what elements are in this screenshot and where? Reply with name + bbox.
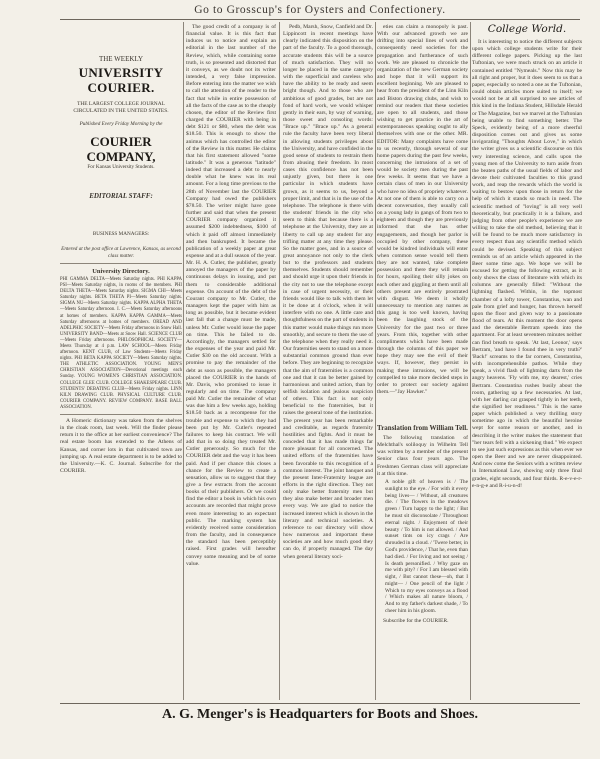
editorial-column-four xyxy=(377,22,468,700)
divider xyxy=(60,263,182,264)
column-rule xyxy=(183,22,184,700)
column-rule xyxy=(279,22,280,700)
college-world-column xyxy=(472,22,582,700)
translation-heading: Translation from William Tell. xyxy=(377,424,468,432)
masthead-published: Published Every Friday Morning by the xyxy=(79,120,163,127)
masthead-title: UNIVERSITY COURIER. xyxy=(78,64,164,95)
bottom-advertisement-banner: A. G. Menger's is Headquarters for Boots and Shoes. xyxy=(60,703,580,725)
translation-intro: The following translation of Melchthal's soliloquy in Wilhelm Tell was written by a member of the present Senior class four years ago. The Freshmen German class will appreciate it at this time. xyxy=(377,435,468,477)
column-one-tail: A Homeric dictionary was taken from the shelves in the cloak room, last week. Will the finder please return it to the office at her earliest convenience? The real estate boom has extended to the Athens of Kansas, and corner lots in that cultivated town are jumping up. A real estate department is to be added to the University.—K. C. Journal. Subscribe for the COURIER. xyxy=(60,418,182,475)
column-four-tail: Subscribe for the COURIER. xyxy=(383,617,449,624)
college-world-heading: College World. xyxy=(487,23,567,35)
column-two-text: The good credit of a company is of financial value. It is this fact that induces us to notice and explain an editorial in the last number of the Review, which, while containing some truth, is so presented and distorted that it conveys, as we doubt not its writer intended, a very false impression. Before entering into the matter we wish to call the attention of the reader to the fact that while in entire possession of all the facts of the case as to the cheaply chosen, the editor of the Review first charged the COURIER with being in debt $121 or $80, when the debt was $18.50. This is enough to show the animus which has controlled the editor of the Review in this matter. He claims that his first statement allowed "some latitude." It was a generous "latitude" indeed that increased a debt to nearly double what he knew was its real amount. For a long time previous to the 28th of November last the COURIER Company had owed the publishers $78.50. The writer might have gone further and said that when the present COURIER company organized it assumed $200 indebtedness, $100 of which it paid off almost immediately and then bankrupted. It became the publication of a weekly paper at great expense and at a dull season of the year. Mr. H. A. Cutler, the publisher, greatly annoyed the managers of the paper by continuous delays in issuing, and put them to considerable additional expense. On account of the debt of the Courant company to Mr. Cutler, the managers kept the paper with him as long as possible, but it became evident last fall that a change must be made, unless Mr. Cutler would issue the paper on time. This he failed to do. Accordingly, the managers settled for the expenses of the year and paid Mr. Cutler $30 on the old account. With a promise to pay the remainder of the debt as soon as possible, the managers placed the COURIER in the hands of Mr. Davis, who promised to issue it regularly and on time. The company paid Mr. Cutler the remainder of what was due him a few weeks ago, holding $18.50 back as a recompense for the trouble and expense to which they had been put by Mr. Cutler's repeated failures to keep his contract. We will add that in so doing they treated Mr. Cutler generously. So much for the COURIER debt and the way it has been paid. And if per chance this closes a chance for the Review to create a sensation, allow us to suggest that they give a few extracts from the account books of their publishers. Or we could find the editor a book in which his own accounts are recorded that might prove even more interesting to an expectant public. The marking system has evidently received some consideration from the faculty, and in consequence the standard has been perceptibly raised. First grades will hereafter convey some meaning and be of some value. xyxy=(186,24,276,567)
top-advertisement-banner: Go to Grosscup's for Oysters and Confectionery. xyxy=(60,4,580,20)
business-managers-heading: BUSINESS MANAGERS: xyxy=(92,231,150,238)
masthead-for-students: For Kansas University Students. xyxy=(87,163,155,170)
masthead-entered: Entered at the post office at Lawrence, Kansas, as second class matter. xyxy=(61,246,181,259)
directory-heading: University Directory. xyxy=(92,267,150,275)
column-rule xyxy=(375,22,376,700)
masthead-subtitle: THE LARGEST COLLEGE JOURNAL CIRCULATED IN THE UNITED STATES. xyxy=(73,100,169,114)
masthead-publisher: COURIER COMPANY, xyxy=(86,133,156,164)
editorial-column-two xyxy=(186,22,276,700)
masthead-column xyxy=(60,22,182,700)
masthead-weekly: THE WEEKLY xyxy=(98,55,144,63)
directory-text: PHI GAMMA DELTA—Meets Saturday nights. PHI KAPPA PSI—Meets Saturday nights, in rooms of the members. PHI DELTA THETA—Meets Saturday nights. SIGMA CHI—Meets Saturday nights. BETA THETA PI—Meets Saturday nights. SIGMA NU—Meets Saturday nights. KAPPA ALPHA THETA—Meets Saturday afternoon. I. C.—Meets Saturday afternoons at homes of members. KAPPA KAPPA GAMMA—Meets Saturday afternoons at homes of members. OREAD AND ADELPHIC SOCIETY—Meets Friday afternoons in Snow Hall. UNIVERSITY BAND—Meets at Snow Hall. SCIENCE CLUB—Meets Friday afternoons. PHILOSOPHICAL SOCIETY—Meets Thursday at 4 p.m. LAW SCHOOL—Meets Friday afternoon. KENT CLUB, of Law Students—Meets Friday nights. PHI BETA KAPPA SOCIETY—Meets Saturday nights. THE ATHLETIC ASSOCIATION. YOUNG MEN'S CHRISTIAN ASSOCIATION—Devotional meetings each Sunday. YOUNG WOMEN'S CHRISTIAN ASSOCIATION. COLLEGE GLEE CLUB. COLLEGE SHAKESPEARE CLUB. STUDENTS' DEBATING CLUB—Meets Friday nights. LINN KILN DRAWING CLUB. PHYSICAL CULTURE CLUB. COURIER COMPANY. REVIEW COMPANY. BASE BALL ASSOCIATION. xyxy=(60,276,182,410)
column-four-text: eties can claim a monopoly is past. With our advanced growth we are drifting into special lines of work and consequently need societies for the propagation and furtherance of such work. We are pleased to chronicle the organization of the new German society and hope that it will support its excellent beginning. We are pleased to hear from the president of the Linn Kiln and Biston drawing clubs, and wish to remind our readers that these societies are open to all students, and those wishing to get practice in the art of extemporaneous speaking ought to ally themselves with one or the other. MR. EDITOR: Many complaints have come to us recently, through several of our home papers during the past few weeks, concerning the intrusions of a set of would be society men during the past few weeks. It seems that we have a certain class of men in our University who have no idea of propriety whatever. At not one of them is able to carry on a decent conversation, they usually call on a young lady in gangs of from two to eighteen and though they are previously informed that she has other engagements, and though her parlor is occupied by other company, these would be kindred individuals will enter when common sense would tell them they are not wanted, take complete possession and there they will remain for hours, spoiling their silly jokes on each other and giggling at them until all others present are entirely prostrated with disgust. We deem it wholly unnecessary to mention any names as this gang is too well known, having been the laughing stock of the University for the past two or three years. From this, together with other compliments which have been made through the columns of this paper we hope they may see the evil of their ways. If, however, they persist in making these intrusions, we will be compelled to take more decided steps in order to protect our society against them.—"Jay Hawker." xyxy=(377,24,468,395)
column-three-text: Pedb, Marsh, Snow, Canfield and Dr. Lippincott in recent meetings have clearly indicated this disposition on the part of the faculty. To a good thorough, accurate students this will be a source of much satisfaction. They will no longer be placed in the same category with the superficial and careless who have the ability to be ready and seem bright though. And to those who are ambitious of good grades, but are not fond of hard work, we would whisper gently in their ears, by way of warning, those sweet and consoling words: "Brace up." "Brace up." As a general rule the faculty have been very liberal in allowing students privileges about the University, and have confided in the good sense of students to restrain them from abusing their freedom. In most cases this confidence has not been unjustly given, but there is one particular in which students have grown, as it seems to us, beyond a proper limit, and that is in the use of the telephone. The telephone is there with the students' friends in the city who seem to think that because there is a telephone at the University, they are at liberty to call up any student for any trifling matter at any time they please. So the matter goes, and in a source of great annoyance not only to the clerk but to the professors and students themselves. Students should remember and should urge it upon their friends in the city not to use the telephone except in case of urgent necessity, or their friends would like to talk with them let it be done at 4 o'clock, when it will interfere with no one. A little care and thoughtfulness on the part of students in this matter would make things run more smoothly, and secure to them the use of the telephone when they really need it. Our fraternities seem to stand on a more substantial common ground than ever before. They are beginning to recognize that the aim of fraternities is a common one and that it can be better gained by harmonious and united action, than by selfish isolation and jealous suspicion of others. This fact is not only beneficial to the fraternities, but it raises the general tone of the institution. The present year has been remarkable and creditable, as regards fraternity hostilities and fights. And it must be conceded that it has made things far more pleasant for all concerned. The united efforts of the fraternities have been favorable to this recognition of a common interest. The joint banquet and the present Inter-Fraternity league are efforts in the right direction. They not only make better fraternity men but they also make better and broader men every way. We are glad to notice the increased interest which is shown in the literary and technical societies. A reference to our directory will show how numerous and important these societies are and how much good they can do, if properly managed. The day when general literary soci- xyxy=(283,24,373,560)
editorial-column-three xyxy=(283,22,373,700)
editorial-staff-heading: EDITORIAL STAFF: xyxy=(89,192,153,201)
college-world-text: It is interesting to notice the different subjects upon which college students write for their different college papers. Picking up the last Tuftonian, we were much struck on an article it contained entitled "Nymeals." Now this may be all right and proper, but it does seem to us that a paper, especially so noted a one as the Tuftonian, could obtain articles more suited to itself; we would not be at all surprised to see articles of this kind in the Indiana Student, Hillsdale Herald or The Magazine, but we marvel at the Tuftonian being unable to find something better. The Speck, evidently being of a more cheerful disposition comes out and gives us some invigorating "Thoughts About Love," in which the writer gives us a scientific discourse on this very interesting science, and calls upon the young men of the University to turn aside from the beaten paths of the usual fields of labor and devote their cultivated faculties to this grand work, and reap the rewards which the world is waiting to bestow upon those in return for the help of which it stands so much in need. The scientific method of "loving" is all very well theoretically, but practically it is a failure, and judging from other people's experience we are willing to take the old method, believing that it will be found to be much more satisfactory in every respect than any scientific method which could be devised. Speaking of this subject reminds us of an article which appeared in the Beer some time ago. We hope we will be excused for getting the following extract, as it only shows the class of literature with which its columns are generally filled: "Without the lightning flashed. Within, in the topmost chamber of a lofty tower, Constantius, wan and pale from grief and hunger, has thrown herself upon the floor and given way to a passionate flood of tears. At this moment the door opens and the detestable Bertram speeds into the apartment. For at least seventeen minutes neither can find breath to speak. 'At last, Leonor,' says Bertram, 'and have I found thee in very truth?' 'Back!' screams to the far corners, Constantina, with incomprehensible pathos. While they speak, a vivid flash of lightning darts from the angry heavens. 'Fly with me, my dearest,' cries Bertram. Constantina rushes busily about the room, gathering up a few necessaries. At last, with her darling cat grasped tightly in her teeth, she signified her readiness." This is the same paper which published a very thrilling story sometime ago in which the beautiful heroine wept for some reason or another, and in describing it the writer makes the statement that "her tears fell with a sickening thud." We expect to see just such expressions as this when ever we open the Beer and we are never disappointed. And now come the Seniors with a written review in International Law, showing only three final grades, eight seconds, and four thirds. R-e-v-e-r-e-n-g-e and R-i-u-n-d! xyxy=(472,39,582,489)
divider xyxy=(60,414,182,415)
column-rule xyxy=(470,22,471,700)
translation-poem: A noble gift of heaven is / The sunlight to the eye. / For with it every being lives— / Without, all creatures die. / The flowers in the meadows green / Turn happy to the light; / But he must sit disconsolate / Throughout eternal night. / Enjoyment of their beauty / To him is not allowed. / And sunset tints on icy crags / Are shrouded in a cloud. / 'Twere better, in God's providence, / That he, even than had died. / For living and not seeing / Is death personified. / Why gaze on me with pity? / For I am blessed with sight, / But cannot these—oh, that I might— / One pencil of the light / Which to my eyes conveys as a flood / Which makes all nature bloom, / And to my father's darkest shade, / To cheer him in his gloom. xyxy=(385,478,468,615)
